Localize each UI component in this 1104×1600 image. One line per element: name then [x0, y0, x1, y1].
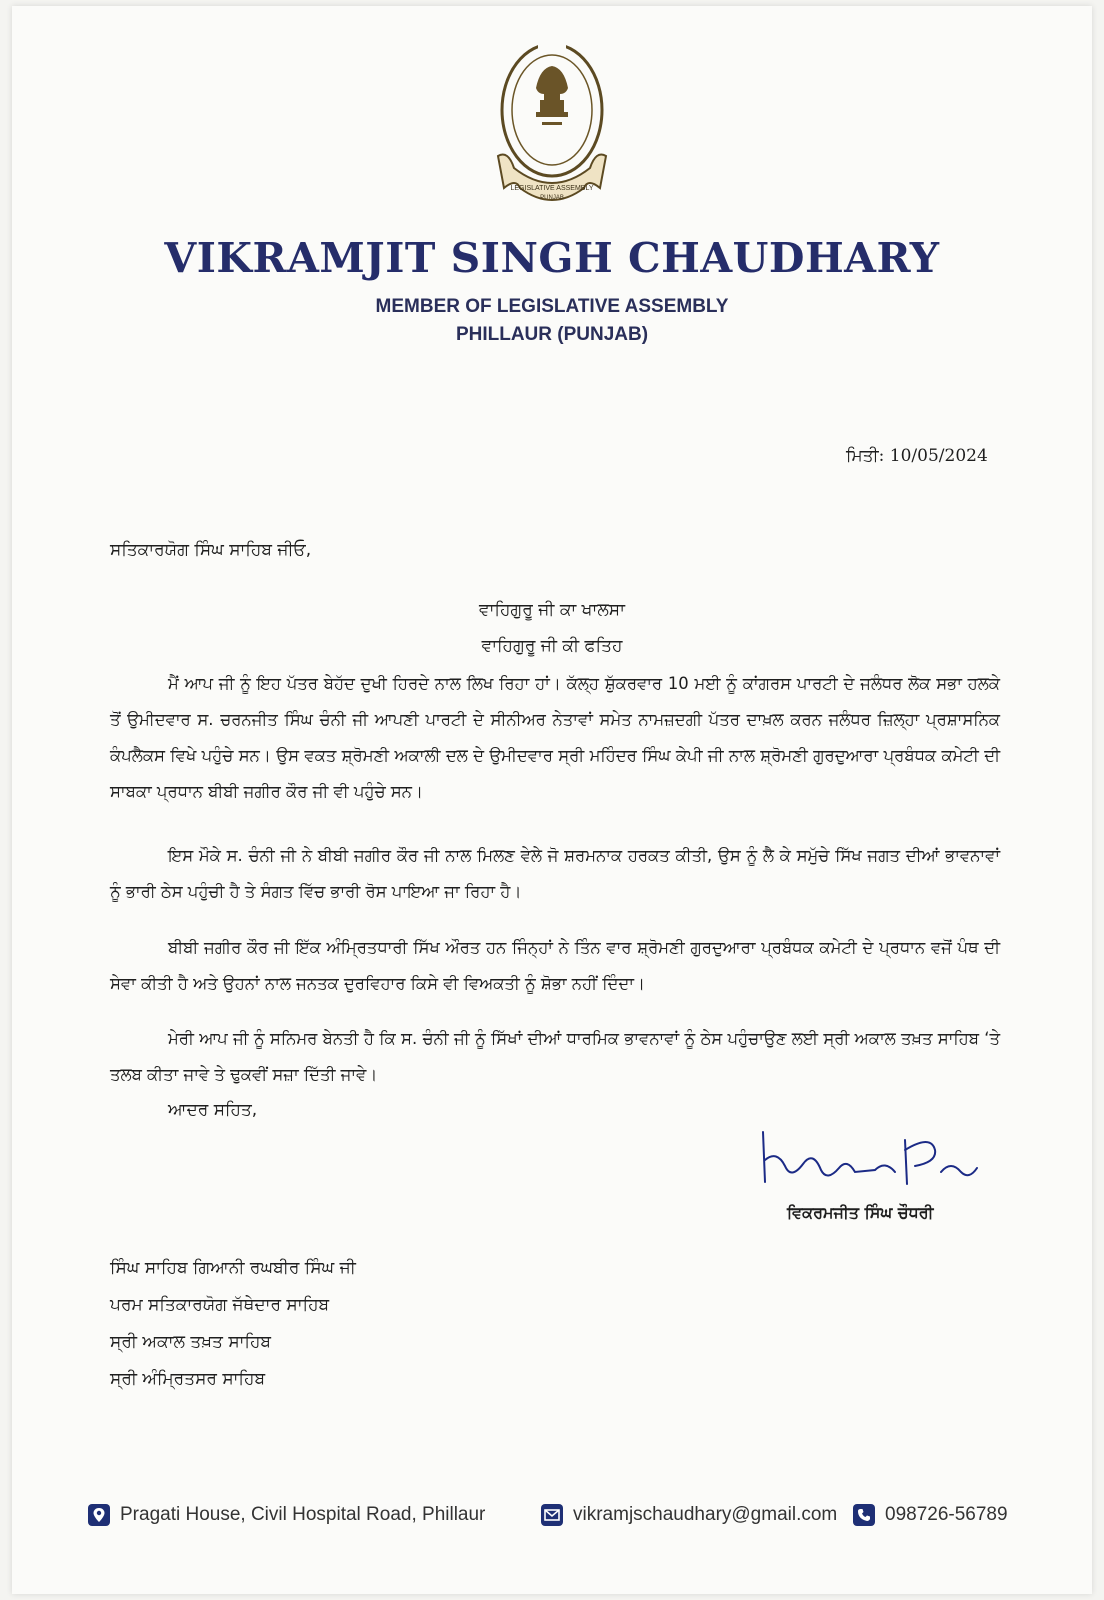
body-paragraph: ਇਸ ਮੌਕੇ ਸ. ਚੰਨੀ ਜੀ ਨੇ ਬੀਬੀ ਜਗੀਰ ਕੌਰ ਜੀ ਨਾਲ ਮਿਲਣ ਵੇਲੇ ਜੋ ਸ਼ਰਮਨਾਕ ਹਰਕਤ ਕੀਤੀ, ਉਸ ਨੂੰ ਲੈ ਕੇ ਸਮੁੱਚੇ ਸਿੱਖ ਜਗਤ ਦੀਆਂ ਭਾਵਨਾਵਾਂ ਨੂੰ ਭਾਰੀ ਠੇਸ ਪਹੁੰਚੀ ਹੈ ਤੇ ਸੰਗਤ ਵਿੱਚ ਭਾਰੀ ਰੋਸ ਪਾਇਆ ਜਾ ਰਿਹਾ ਹੈ।: [110, 846, 1000, 901]
footer-phone[interactable]: [853, 1504, 1008, 1526]
body-paragraph: ਮੈਂ ਆਪ ਜੀ ਨੂੰ ਇਹ ਪੱਤਰ ਬੇਹੱਦ ਦੁਖੀ ਹਿਰਦੇ ਨਾਲ ਲਿਖ ਰਿਹਾ ਹਾਂ। ਕੱਲ੍ਹ ਸ਼ੁੱਕਰਵਾਰ 10 ਮਈ ਨੂੰ ਕਾਂਗਰਸ ਪਾਰਟੀ ਦੇ ਜਲੰਧਰ ਲੋਕ ਸਭਾ ਹਲਕੇ ਤੋਂ ਉਮੀਦਵਾਰ ਸ. ਚਰਨਜੀਤ ਸਿੰਘ ਚੰਨੀ ਜੀ ਆਪਣੀ ਪਾਰਟੀ ਦੇ ਸੀਨੀਅਰ ਨੇਤਾਵਾਂ ਸਮੇਤ ਨਾਮਜ਼ਦਗੀ ਪੱਤਰ ਦਾਖ਼ਲ ਕਰਨ ਜਲੰਧਰ ਜ਼ਿਲ੍ਹਾ ਪ੍ਰਸ਼ਾਸਨਿਕ ਕੰਪਲੈਕਸ ਵਿਖੇ ਪਹੁੰਚੇ ਸਨ। ਉਸ ਵਕਤ ਸ਼੍ਰੋਮਣੀ ਅਕਾਲੀ ਦਲ ਦੇ ਉਮੀਦਵਾਰ ਸ੍ਰੀ ਮਹਿੰਦਰ ਸਿੰਘ ਕੇਪੀ ਜੀ ਨਾਲ ਸ਼੍ਰੋਮਣੀ ਗੁਰਦੁਆਰਾ ਪ੍ਰਬੰਧਕ ਕਮੇਟੀ ਦੀ ਸਾਬਕਾ ਪ੍ਰਧਾਨ ਬੀਬੀ ਜਗੀਰ ਕੌਰ ਜੀ ਵੀ ਪਹੁੰਚੇ ਸਨ।: [110, 674, 1000, 801]
phone-icon: [853, 1504, 875, 1526]
salutation: ਸਤਿਕਾਰਯੋਗ ਸਿੰਘ ਸਾਹਿਬ ਜੀਓ,: [110, 540, 312, 560]
footer-address-text: Pragati House, Civil Hospital Road, Phillaur: [120, 1504, 486, 1525]
mail-icon: [541, 1504, 563, 1526]
svg-text:LEGISLATIVE ASSEMBLY: LEGISLATIVE ASSEMBLY: [510, 185, 594, 192]
designation: MEMBER OF LEGISLATIVE ASSEMBLY: [375, 296, 729, 317]
member-name: VIKRAMJIT SINGH CHAUDHARY: [164, 234, 940, 282]
footer-email[interactable]: [541, 1504, 837, 1526]
letterhead-footer: [88, 1504, 1028, 1536]
footer-address: [88, 1504, 485, 1526]
recipient-line: ਸਿੰਘ ਸਾਹਿਬ ਗਿਆਨੀ ਰਘਬੀਰ ਸਿੰਘ ਜੀ: [110, 1258, 356, 1278]
recipient-line: ਸ੍ਰੀ ਅੰਮ੍ਰਿਤਸਰ ਸਾਹਿਬ: [110, 1369, 266, 1389]
footer-email-text[interactable]: vikramjschaudhary@gmail.com: [573, 1504, 838, 1525]
legislative-assembly-emblem: [488, 38, 616, 218]
svg-text:PUNJAB: PUNJAB: [540, 195, 564, 201]
closing: ਆਦਰ ਸਹਿਤ,: [168, 1100, 258, 1120]
body-paragraph: ਮੇਰੀ ਆਪ ਜੀ ਨੂੰ ਸਨਿਮਰ ਬੇਨਤੀ ਹੈ ਕਿ ਸ. ਚੰਨੀ ਜੀ ਨੂੰ ਸਿੱਖਾਂ ਦੀਆਂ ਧਾਰਮਿਕ ਭਾਵਨਾਵਾਂ ਨੂੰ ਠੇਸ ਪਹੁੰਚਾਉਣ ਲਈ ਸ੍ਰੀ ਅਕਾਲ ਤਖ਼ਤ ਸਾਹਿਬ ‘ਤੇ ਤਲਬ ਕੀਤਾ ਜਾਵੇ ਤੇ ਢੁਕਵੀਂ ਸਜ਼ਾ ਦਿੱਤੀ ਜਾਵੇ।: [110, 1029, 1000, 1084]
location-pin-icon: [88, 1504, 110, 1526]
recipient-line: ਸ੍ਰੀ ਅਕਾਲ ਤਖ਼ਤ ਸਾਹਿਬ: [110, 1332, 272, 1352]
recipient-line: ਪਰਮ ਸਤਿਕਾਰਯੋਗ ਜੱਥੇਦਾਰ ਸਾਹਿਬ: [110, 1295, 330, 1315]
letter-date: ਮਿਤੀ: 10/05/2024: [846, 446, 988, 466]
greeting-khalsa: ਵਾਹਿਗੁਰੂ ਜੀ ਕਾ ਖਾਲਸਾ: [479, 600, 625, 620]
greeting-fateh: ਵਾਹਿਗੁਰੂ ਜੀ ਕੀ ਫਤਿਹ: [481, 636, 623, 656]
signer-name: ਵਿਕਰਮਜੀਤ ਸਿੰਘ ਚੌਧਰੀ: [787, 1203, 934, 1222]
constituency: PHILLAUR (PUNJAB): [455, 324, 649, 345]
body-paragraph: ਬੀਬੀ ਜਗੀਰ ਕੌਰ ਜੀ ਇੱਕ ਅੰਮ੍ਰਿਤਧਾਰੀ ਸਿੱਖ ਔਰਤ ਹਨ ਜਿੰਨ੍ਹਾਂ ਨੇ ਤਿੰਨ ਵਾਰ ਸ਼੍ਰੋਮਣੀ ਗੁਰਦੁਆਰਾ ਪ੍ਰਬੰਧਕ ਕਮੇਟੀ ਦੇ ਪ੍ਰਧਾਨ ਵਜੋਂ ਪੰਥ ਦੀ ਸੇਵਾ ਕੀਤੀ ਹੈ ਅਤੇ ਉਹਨਾਂ ਨਾਲ ਜਨਤਕ ਦੁਰਵਿਹਾਰ ਕਿਸੇ ਵੀ ਵਿਅਕਤੀ ਨੂੰ ਸ਼ੋਭਾ ਨਹੀਂ ਦਿੰਦਾ।: [110, 938, 1000, 993]
handwritten-signature: [755, 1120, 985, 1200]
recipient-address: [110, 1250, 356, 1398]
footer-phone-text[interactable]: 098726-56789: [885, 1504, 1008, 1525]
